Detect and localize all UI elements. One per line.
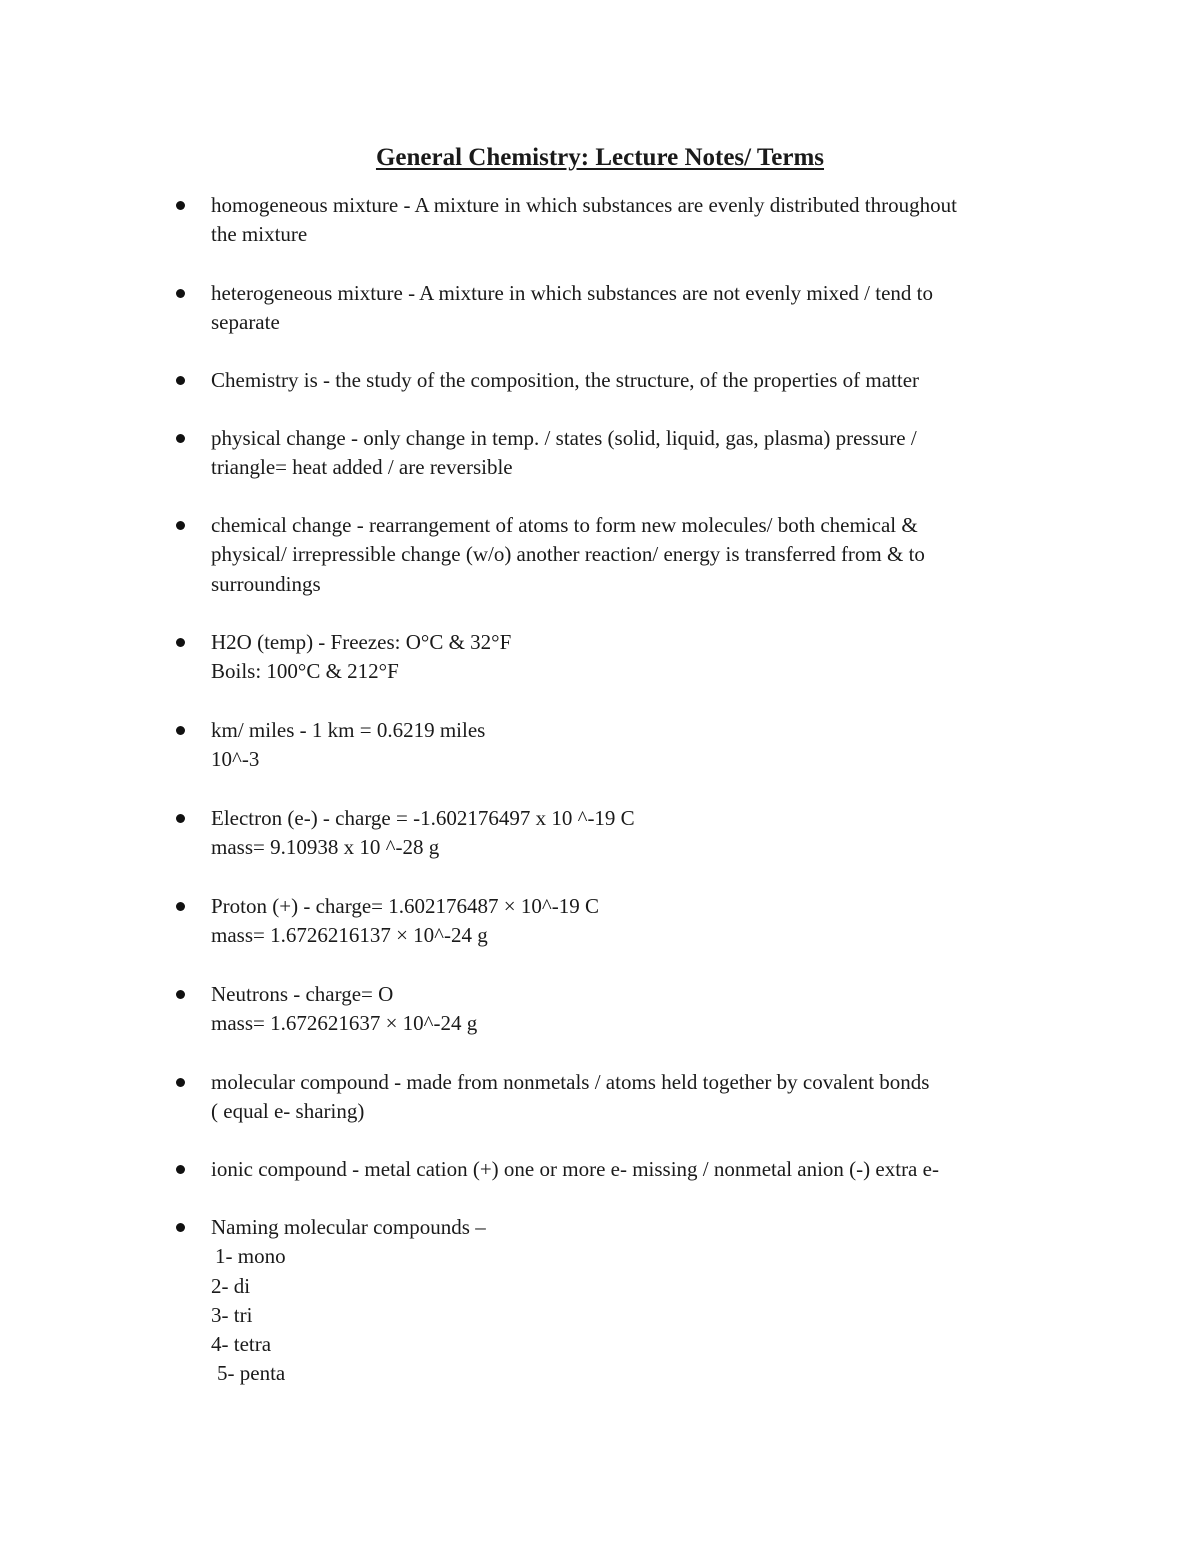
term-line: the mixture	[211, 222, 308, 247]
term-naming-molecular-compounds	[211, 1213, 1056, 1389]
term-line: Chemistry is - the study of the composition, the structure, of the properties of matter	[211, 368, 920, 392]
term-line: mass= 9.10938 x 10 ^-28 g	[211, 835, 440, 860]
term-chemistry	[211, 366, 1056, 395]
term-line: Boils: 100°C & 212°F	[211, 659, 399, 684]
term-line: ionic compound - metal cation (+) one or more e- missing / nonmetal anion (-) extra e-	[211, 1157, 939, 1181]
bullet-icon	[176, 201, 185, 210]
term-km-miles	[211, 716, 1056, 775]
term-line: triangle= heat added / are reversible	[211, 455, 513, 480]
term-physical-change	[211, 424, 1056, 483]
term-line: 10^-3	[211, 747, 260, 772]
prefix-line: 4- tetra	[211, 1332, 272, 1357]
term-homogeneous-mixture	[211, 191, 1056, 250]
bullet-icon	[176, 638, 185, 647]
term-line: heterogeneous mixture - A mixture in which substances are not evenly mixed / tend to	[211, 281, 933, 305]
term-line: Neutrons - charge= O	[211, 982, 394, 1006]
term-chemical-change	[211, 511, 1056, 599]
term-line: mass= 1.672621637 × 10^-24 g	[211, 1011, 478, 1036]
term-line: Proton (+) - charge= 1.602176487 × 10^-19 C	[211, 894, 599, 918]
bullet-icon	[176, 434, 185, 443]
bullet-icon	[176, 1223, 185, 1232]
prefix-line: 5- penta	[217, 1361, 286, 1386]
term-line: ( equal e- sharing)	[211, 1099, 365, 1124]
term-line: physical change - only change in temp. / states (solid, liquid, gas, plasma) pressure /	[211, 426, 917, 450]
prefix-line: 3- tri	[211, 1302, 253, 1327]
bullet-icon	[176, 814, 185, 823]
term-neutrons	[211, 980, 1056, 1039]
term-line: chemical change - rearrangement of atoms to form new molecules/ both chemical &	[211, 513, 918, 537]
bullet-icon	[176, 990, 185, 999]
term-line: mass= 1.6726216137 × 10^-24 g	[211, 923, 488, 948]
term-ionic-compound	[211, 1155, 1056, 1184]
term-heterogeneous-mixture	[211, 279, 1056, 338]
bullet-icon	[176, 1165, 185, 1174]
bullet-icon	[176, 289, 185, 298]
term-line: surroundings	[211, 571, 321, 596]
bullet-icon	[176, 726, 185, 735]
term-proton	[211, 892, 1056, 951]
term-line: physical/ irrepressible change (w/o) another reaction/ energy is transferred from & to	[211, 542, 925, 567]
bullet-icon	[176, 376, 185, 385]
bullet-icon	[176, 521, 185, 530]
bullet-icon	[176, 902, 185, 911]
term-water-temperature	[211, 628, 1056, 687]
term-line: Electron (e-) - charge = -1.602176497 x 10 ^-19 C	[211, 806, 635, 830]
term-line: molecular compound - made from nonmetals / atoms held together by covalent bonds	[211, 1070, 930, 1094]
term-line: separate	[211, 310, 280, 335]
prefix-line: 2- di	[211, 1273, 251, 1298]
term-line: km/ miles - 1 km = 0.6219 miles	[211, 718, 486, 742]
term-line: homogeneous mixture - A mixture in which substances are evenly distributed throughout	[211, 193, 957, 217]
prefix-line: 1- mono	[215, 1244, 286, 1269]
term-line: Naming molecular compounds –	[211, 1215, 486, 1239]
term-line: H2O (temp) - Freezes: O°C & 32°F	[211, 630, 512, 654]
document-title: General Chemistry: Lecture Notes/ Terms	[375, 144, 825, 171]
term-molecular-compound	[211, 1068, 1056, 1127]
term-electron	[211, 804, 1056, 863]
bullet-icon	[176, 1078, 185, 1087]
